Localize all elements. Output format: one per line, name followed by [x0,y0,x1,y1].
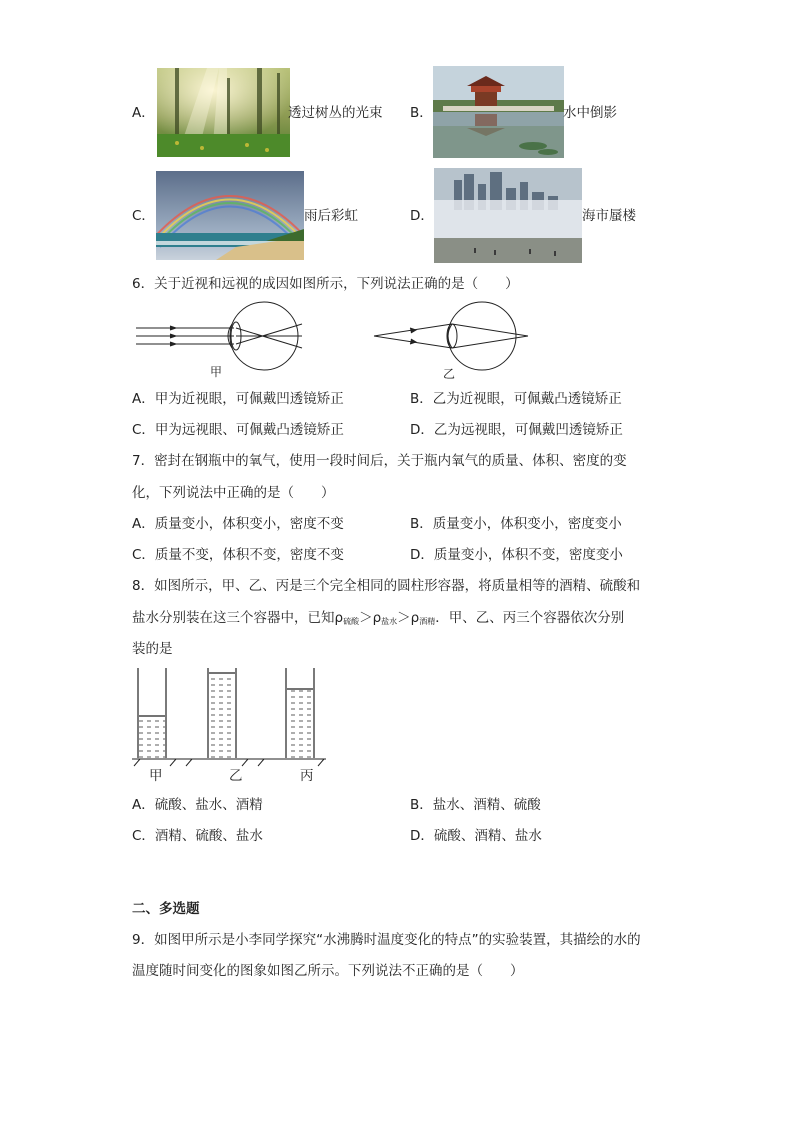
q5-option-c-caption: 雨后彩虹 [304,208,358,224]
q7-option-b: B．质量变小，体积变小，密度变小 [410,516,622,532]
q5-option-c-letter: C． [132,208,155,224]
q8-gt1: ＞ρ [359,610,382,626]
q6-fig-label-left: 甲 [210,365,223,379]
q8-stem-line2-post: ．甲、乙、丙三个容器依次分别 [435,610,625,626]
q8-option-d: D．硫酸、酒精、盐水 [410,828,542,844]
q6-option-b: B．乙为近视眼，可佩戴凸透镜矫正 [410,391,622,407]
q8-fig-label-bing: 丙 [300,768,314,784]
q9-stem-line1: 9．如图甲所示是小李同学探究“水沸腾时温度变化的特点”的实验装置，其描绘的水的 [132,932,641,948]
q8-option-b: B．盐水、酒精、硫酸 [410,797,541,813]
q8-gt2: ＞ρ [397,610,420,626]
q5-option-b-letter: B． [410,105,433,121]
q8-stem-line2 [132,609,624,631]
q6-fig-label-right: 乙 [443,367,456,381]
q8-option-c: C．酒精、硫酸、盐水 [132,828,263,844]
ground-line [132,759,326,766]
q5-option-d-caption: 海市蜃楼 [582,208,636,224]
container-yi [208,668,236,758]
forest-light-photo [157,68,290,157]
q8-stem-line2-pre: 盐水分别装在这三个容器中，已知ρ [132,610,344,626]
container-bing [286,668,314,758]
pavilion-reflection-photo [433,66,564,158]
container-jia [138,668,166,758]
q6-stem: 6．关于近视和远视的成因如图所示，下列说法正确的是（ ） [132,276,519,292]
q8-fig-label-jia: 甲 [149,768,163,784]
q8-stem-line3: 装的是 [132,641,173,657]
q8-option-a: A．硫酸、盐水、酒精 [132,797,263,813]
eye-right [374,302,528,370]
q6-option-a: A．甲为近视眼，可佩戴凹透镜矫正 [132,391,344,407]
q7-option-d: D．质量变小，体积不变，密度变小 [410,547,623,563]
q5-option-d-letter: D． [410,208,434,224]
q7-stem-line1: 7．密封在钢瓶中的氧气，使用一段时间后，关于瓶内氧气的质量、体积、密度的变 [132,453,627,469]
section-title-multiple-choice: 二、多选题 [132,901,200,917]
q5-option-a-letter: A． [132,105,155,121]
q8-fig-label-yi: 乙 [229,768,243,784]
mirage-photo [434,168,582,263]
rho-sub-sulfuric: 硫酸 [343,617,360,626]
q6-option-c: C．甲为远视眼、可佩戴凸透镜矫正 [132,422,344,438]
rho-sub-brine: 盐水 [381,617,398,626]
q9-stem-line2: 温度随时间变化的图象如图乙所示。下列说法不正确的是（ ） [132,963,524,979]
q5-option-b-caption: 水中倒影 [563,105,617,121]
eye-left [136,302,302,370]
q7-option-c: C．质量不变，体积不变，密度不变 [132,547,344,563]
q6-option-d: D．乙为远视眼，可佩戴凹透镜矫正 [410,422,623,438]
q8-stem-line1: 8．如图所示，甲、乙、丙是三个完全相同的圆柱形容器，将质量相等的酒精、硫酸和 [132,578,641,594]
q5-option-a-caption: 透过树丛的光束 [288,105,383,121]
q7-option-a: A．质量变小，体积变小，密度不变 [132,516,344,532]
rainbow-photo [156,171,304,260]
containers-diagram [130,664,330,768]
eye-diagram [130,298,540,380]
rho-sub-alcohol: 酒精 [419,617,436,626]
q7-stem-line2: 化，下列说法中正确的是（ ） [132,485,335,501]
